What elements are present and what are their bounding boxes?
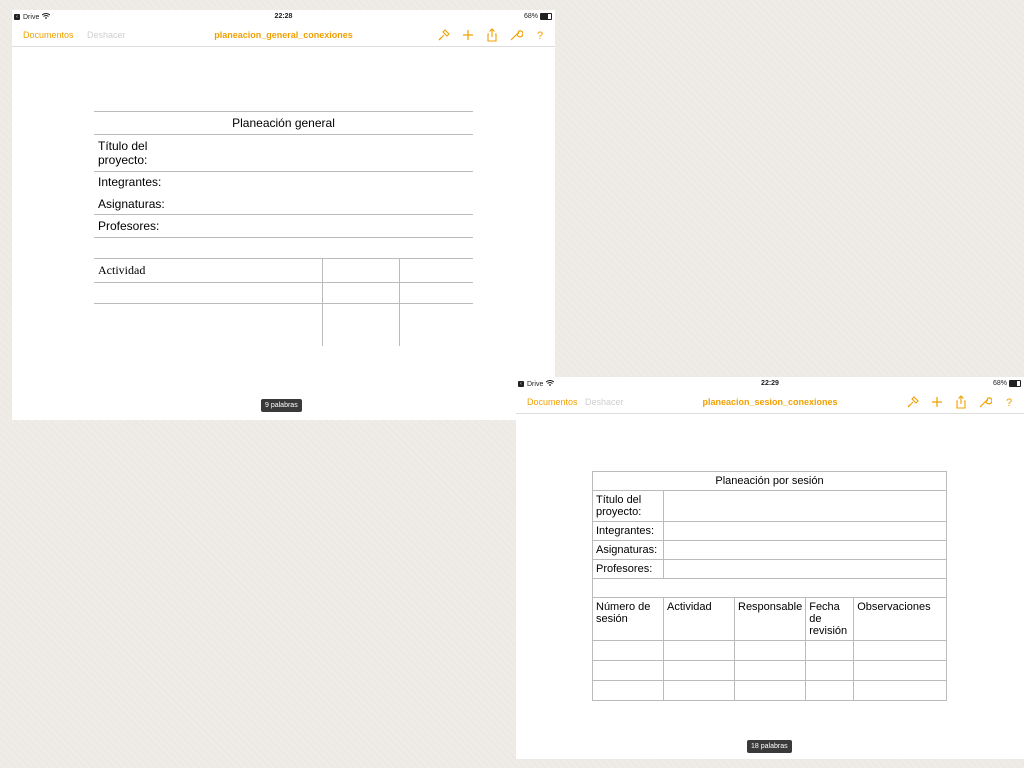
teachers-label[interactable]: Profesores: [94, 215, 473, 238]
table-cell[interactable] [94, 283, 323, 304]
undo-button[interactable]: Deshacer [585, 397, 624, 407]
document-window-general [12, 10, 555, 420]
svg-text:?: ? [537, 30, 544, 42]
clock: 22:28 [274, 13, 293, 20]
format-brush-icon[interactable] [906, 395, 920, 409]
table-row [593, 661, 947, 681]
members-subjects-cell[interactable] [94, 172, 473, 215]
back-to-app-icon[interactable]: ‹ [14, 14, 20, 20]
table-row [593, 641, 947, 661]
table-heading[interactable]: Planeación general [94, 112, 473, 135]
status-bar [516, 377, 1024, 391]
table-heading[interactable]: Planeación por sesión [593, 472, 947, 491]
project-title-text: Título del proyecto: [98, 139, 148, 167]
project-title-label[interactable] [94, 135, 473, 172]
battery-percent: 68% [523, 13, 538, 20]
teachers-label[interactable]: Profesores: [593, 560, 664, 579]
document-title[interactable]: planeacion_sesion_conexiones [702, 397, 838, 407]
plus-icon[interactable] [930, 395, 944, 409]
session-planning-table[interactable] [592, 471, 947, 701]
clock: 22:29 [761, 380, 779, 387]
project-title-label[interactable]: Título del proyecto: [593, 491, 664, 522]
wrench-icon[interactable] [978, 395, 992, 409]
table-cell[interactable] [854, 641, 947, 661]
status-bar [12, 10, 555, 24]
format-brush-icon[interactable] [437, 28, 451, 42]
table-cell[interactable] [735, 661, 806, 681]
carrier-label[interactable]: Drive [23, 13, 40, 21]
column-header-row [593, 598, 947, 641]
column-header-session-number[interactable]: Número de sesión [593, 598, 664, 641]
help-icon[interactable] [1002, 395, 1016, 409]
table-cell[interactable] [664, 522, 947, 541]
document-window-session [516, 377, 1024, 759]
table-cell[interactable] [593, 641, 664, 661]
activity-label[interactable]: Actividad [94, 259, 323, 283]
battery-percent: 68% [992, 380, 1007, 387]
wrench-icon[interactable] [509, 28, 523, 42]
table-cell[interactable] [593, 681, 664, 701]
battery-icon [540, 13, 552, 20]
table-cell[interactable] [806, 681, 854, 701]
word-count-badge[interactable]: 9 palabras [261, 399, 302, 412]
table-cell[interactable] [323, 304, 400, 347]
table-cell[interactable] [400, 259, 474, 283]
table-cell[interactable] [664, 560, 947, 579]
table-cell[interactable] [323, 283, 400, 304]
column-header-responsible[interactable]: Responsable [735, 598, 806, 641]
empty-row[interactable] [593, 579, 947, 598]
table-cell[interactable] [854, 661, 947, 681]
table-cell[interactable] [593, 661, 664, 681]
table-cell[interactable] [664, 681, 735, 701]
plus-icon[interactable] [461, 28, 475, 42]
table-cell[interactable] [806, 641, 854, 661]
subjects-label: Asignaturas: [98, 197, 165, 211]
table-cell[interactable] [664, 641, 735, 661]
table-cell[interactable] [806, 661, 854, 681]
toolbar [516, 391, 1024, 414]
table-cell[interactable] [735, 641, 806, 661]
documents-button[interactable]: Documentos [23, 30, 74, 40]
table-cell[interactable] [735, 681, 806, 701]
help-icon[interactable] [533, 28, 547, 42]
table-cell[interactable] [94, 304, 323, 347]
members-label: Integrantes: [98, 175, 162, 189]
share-icon[interactable] [485, 28, 499, 42]
subjects-label[interactable]: Asignaturas: [593, 541, 664, 560]
toolbar [12, 24, 555, 47]
table-cell[interactable] [400, 283, 474, 304]
documents-button[interactable]: Documentos [527, 397, 578, 407]
word-count-badge[interactable]: 18 palabras [747, 740, 792, 753]
battery-icon [1009, 380, 1021, 387]
column-header-review-date[interactable]: Fecha de revisión [806, 598, 854, 641]
undo-button[interactable]: Deshacer [87, 30, 126, 40]
empty-row[interactable] [94, 238, 473, 259]
table-cell[interactable] [854, 681, 947, 701]
back-to-app-icon[interactable]: ‹ [518, 381, 524, 387]
general-planning-table[interactable] [94, 111, 473, 346]
table-cell[interactable] [400, 304, 474, 347]
document-title[interactable]: planeacion_general_conexiones [214, 30, 353, 40]
table-cell[interactable] [664, 661, 735, 681]
table-cell[interactable] [664, 491, 947, 522]
svg-text:?: ? [1006, 397, 1013, 409]
share-icon[interactable] [954, 395, 968, 409]
table-cell[interactable] [323, 259, 400, 283]
members-label[interactable]: Integrantes: [593, 522, 664, 541]
table-row [593, 681, 947, 701]
column-header-observations[interactable]: Observaciones [854, 598, 947, 641]
column-header-activity[interactable]: Actividad [664, 598, 735, 641]
carrier-label[interactable]: Drive [527, 380, 544, 388]
table-cell[interactable] [664, 541, 947, 560]
